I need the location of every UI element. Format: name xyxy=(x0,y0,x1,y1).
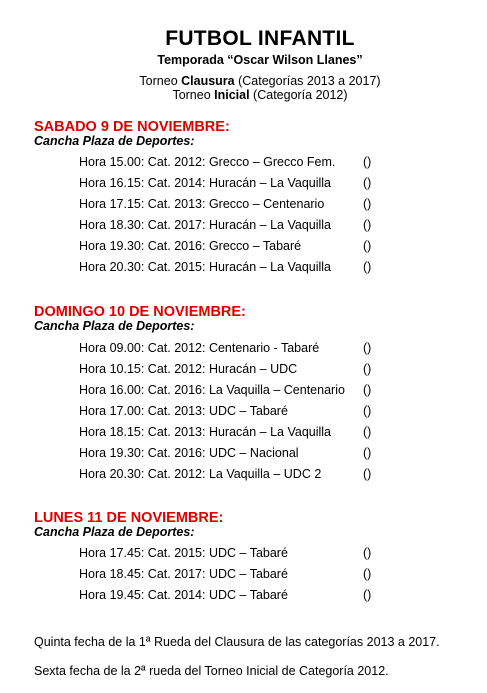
match-description: Hora 20.30: Cat. 2015: Huracán – La Vaquilla xyxy=(79,260,332,274)
torneo-clausura-name: Clausura xyxy=(181,74,235,88)
match-description: Hora 16.15: Cat. 2014: Huracán – La Vaquilla xyxy=(79,176,332,190)
day-title: LUNES 11 DE NOVIEMBRE: xyxy=(34,510,224,526)
match-row xyxy=(0,383,487,404)
match-result-mark: () xyxy=(363,567,372,581)
match-row xyxy=(0,218,487,239)
match-result-mark: () xyxy=(363,260,372,274)
match-result-mark: () xyxy=(363,588,372,602)
season-subtitle: Temporada “Oscar Wilson Llanes” xyxy=(157,53,363,67)
torneo-clausura-line xyxy=(0,74,487,88)
match-row xyxy=(0,404,487,425)
venue-label: Cancha Plaza de Deportes: xyxy=(34,319,195,333)
match-row xyxy=(0,176,487,197)
match-description: Hora 19.30: Cat. 2016: UDC – Nacional xyxy=(79,446,299,460)
match-description: Hora 17.00: Cat. 2013: UDC – Tabaré xyxy=(79,404,288,418)
match-result-mark: () xyxy=(363,546,372,560)
torneo-inicial-name: Inicial xyxy=(214,88,250,102)
footer-note-inicial: Sexta fecha de la 2ª rueda del Torneo Inicial de Categoría 2012. xyxy=(34,664,389,678)
footer-note-clausura: Quinta fecha de la 1ª Rueda del Clausura de las categorías 2013 a 2017. xyxy=(34,635,440,649)
match-result-mark: () xyxy=(363,155,372,169)
match-description: Hora 10.15: Cat. 2012: Huracán – UDC xyxy=(79,362,298,376)
match-result-mark: () xyxy=(363,362,372,376)
match-row xyxy=(0,260,487,281)
match-description: Hora 16.00: Cat. 2016: La Vaquilla – Centenario xyxy=(79,383,345,397)
match-result-mark: () xyxy=(363,239,372,253)
torneo-inicial-line xyxy=(0,88,487,102)
match-result-mark: () xyxy=(363,341,372,355)
match-row xyxy=(0,362,487,383)
match-result-mark: () xyxy=(363,425,372,439)
match-description: Hora 18.15: Cat. 2013: Huracán – La Vaquilla xyxy=(79,425,332,439)
match-row xyxy=(0,197,487,218)
match-description: Hora 18.45: Cat. 2017: UDC – Tabaré xyxy=(79,567,288,581)
match-row xyxy=(0,546,487,567)
match-description: Hora 20.30: Cat. 2012: La Vaquilla – UDC 2 xyxy=(79,467,322,481)
venue-label: Cancha Plaza de Deportes: xyxy=(34,525,195,539)
match-result-mark: () xyxy=(363,197,372,211)
match-description: Hora 09.00: Cat. 2012: Centenario - Tabaré xyxy=(79,341,320,355)
torneo-clausura-suffix: (Categorías 2013 a 2017) xyxy=(234,74,381,88)
match-row xyxy=(0,467,487,488)
match-row xyxy=(0,588,487,609)
match-result-mark: () xyxy=(363,467,372,481)
match-description: Hora 17.45: Cat. 2015: UDC – Tabaré xyxy=(79,546,288,560)
torneo-inicial-suffix: (Categoría 2012) xyxy=(249,88,348,102)
day-title: DOMINGO 10 DE NOVIEMBRE: xyxy=(34,304,246,320)
match-result-mark: () xyxy=(363,383,372,397)
match-row xyxy=(0,446,487,467)
match-row xyxy=(0,341,487,362)
match-row xyxy=(0,567,487,588)
torneo-inicial-prefix: Torneo xyxy=(172,88,215,102)
match-result-mark: () xyxy=(363,218,372,232)
match-description: Hora 19.45: Cat. 2014: UDC – Tabaré xyxy=(79,588,288,602)
match-description: Hora 15.00: Cat. 2012: Grecco – Grecco Fem. xyxy=(79,155,336,169)
match-row xyxy=(0,155,487,176)
match-row xyxy=(0,239,487,260)
torneo-clausura-prefix: Torneo xyxy=(139,74,182,88)
day-title: SABADO 9 DE NOVIEMBRE: xyxy=(34,119,230,135)
venue-label: Cancha Plaza de Deportes: xyxy=(34,134,195,148)
match-description: Hora 18.30: Cat. 2017: Huracán – La Vaquilla xyxy=(79,218,332,232)
document-title: FUTBOL INFANTIL xyxy=(165,27,355,50)
match-description: Hora 17.15: Cat. 2013: Grecco – Centenario xyxy=(79,197,325,211)
match-result-mark: () xyxy=(363,404,372,418)
match-result-mark: () xyxy=(363,176,372,190)
match-description: Hora 19.30: Cat. 2016: Grecco – Tabaré xyxy=(79,239,302,253)
match-row xyxy=(0,425,487,446)
match-result-mark: () xyxy=(363,446,372,460)
